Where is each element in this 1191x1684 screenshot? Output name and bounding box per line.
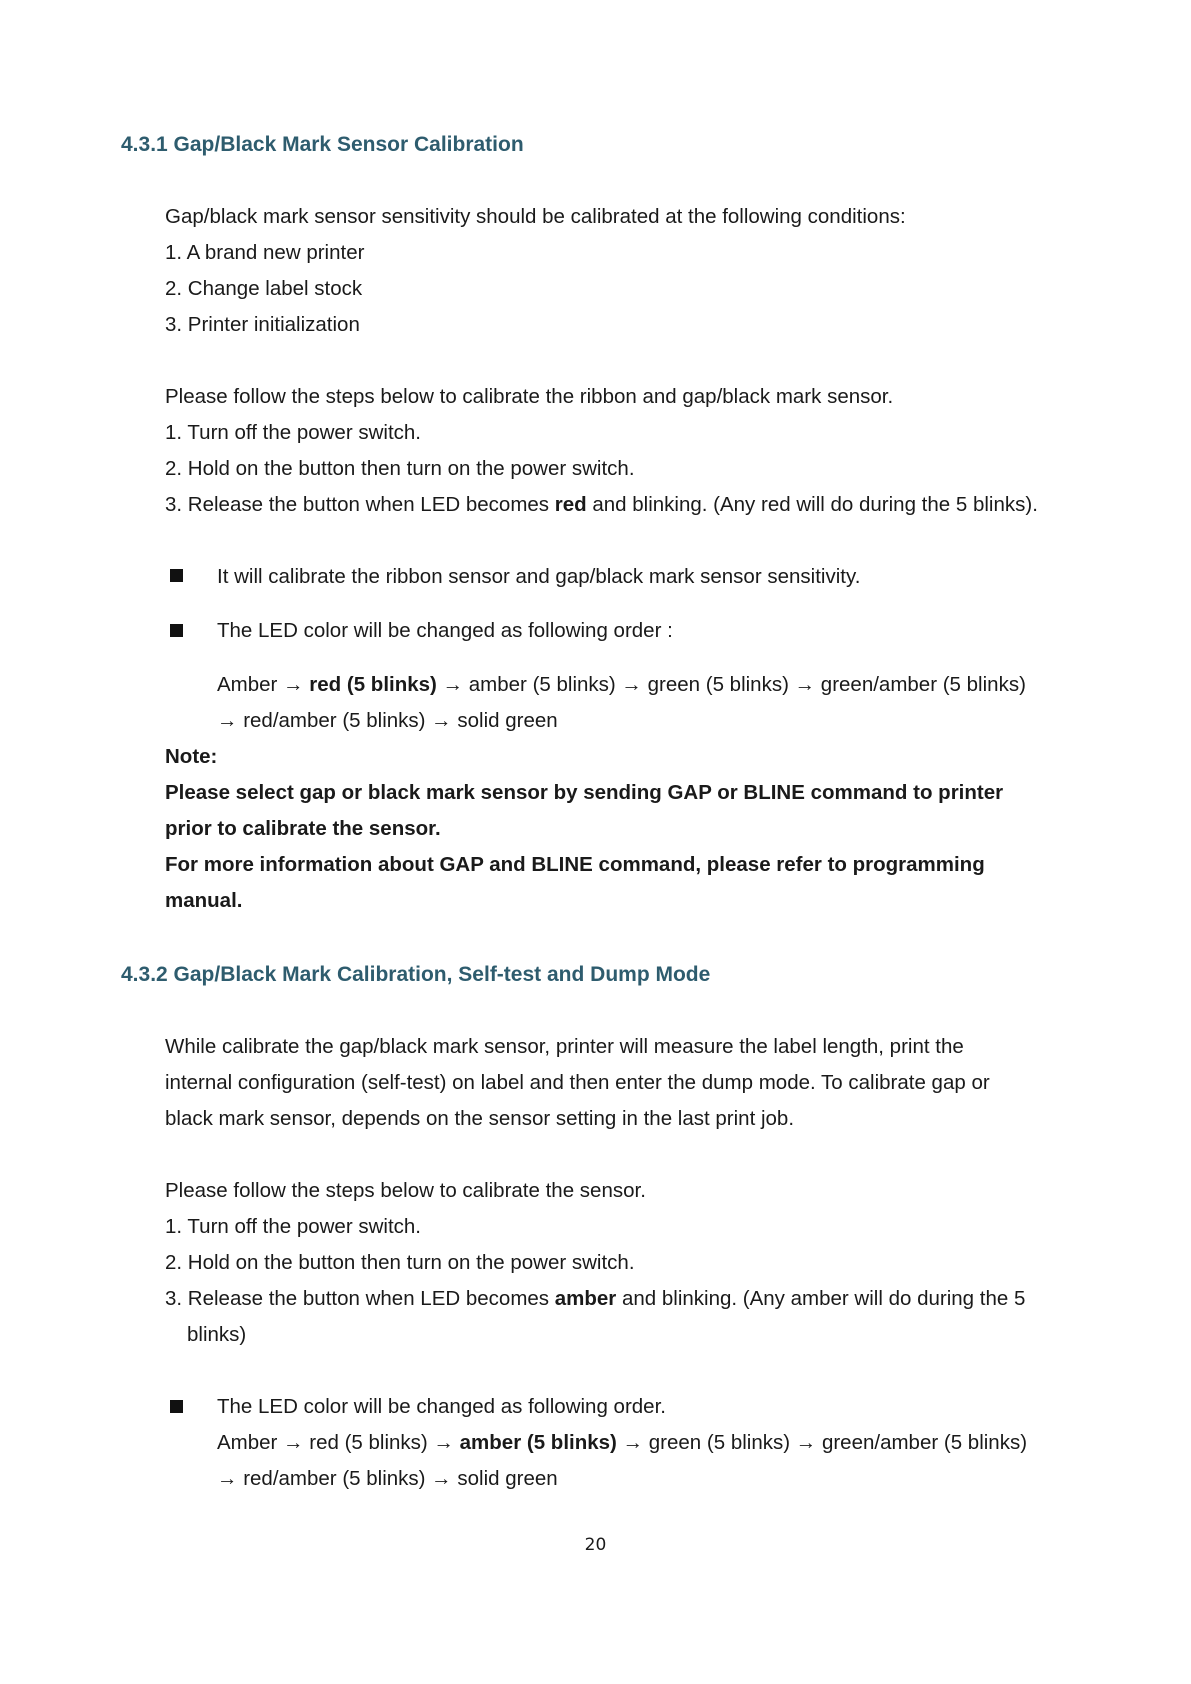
note-label: Note:: [165, 745, 218, 768]
section1-bullet-1: It will calibrate the ribbon sensor and gap/black mark sensor sensitivity.: [217, 565, 861, 588]
page-number: 20: [584, 1535, 607, 1555]
led-order-rest: → green (5 blinks) → green/amber (5 blinks): [616, 1431, 1028, 1454]
note-line: manual.: [165, 889, 243, 912]
note-line: prior to calibrate the sensor.: [165, 817, 441, 840]
led-order-line-2: → red/amber (5 blinks) → solid green: [217, 709, 558, 732]
bullet-square-icon: [170, 624, 183, 637]
step-3-text: 3. Release the button when LED becomes: [165, 493, 555, 516]
note-line: Please select gap or black mark sensor by sending GAP or BLINE command to printer: [165, 781, 1004, 804]
condition-item: 2. Change label stock: [165, 277, 363, 300]
led-order-line-1: [217, 1429, 1027, 1457]
section2-paragraph-line: While calibrate the gap/black mark sensor, printer will measure the label length, print the: [165, 1035, 964, 1058]
led-order-highlight: red (5 blinks): [309, 673, 437, 696]
led-order-start: Amber →: [217, 673, 310, 696]
section2-bullet-1: The LED color will be changed as following order.: [217, 1395, 666, 1418]
bullet-square-icon: [170, 569, 183, 582]
step-3-text-end: and blinking. (Any red will do during the 5 blinks).: [586, 493, 1038, 516]
section-heading-4-3-2: 4.3.2 Gap/Black Mark Calibration, Self-test and Dump Mode: [121, 963, 711, 986]
section2-step-1: 1. Turn off the power switch.: [165, 1215, 421, 1238]
led-order-rest: → amber (5 blinks) → green (5 blinks) → green/amber (5 blinks): [436, 673, 1026, 696]
condition-item: 1. A brand new printer: [165, 241, 365, 264]
led-color-amber: amber: [554, 1287, 617, 1310]
section1-steps-intro: Please follow the steps below to calibrate the ribbon and gap/black mark sensor.: [165, 385, 894, 408]
section2-steps-intro: Please follow the steps below to calibrate the sensor.: [165, 1179, 646, 1202]
section1-intro: Gap/black mark sensor sensitivity should be calibrated at the following conditions:: [165, 205, 906, 228]
led-order-start: Amber → red (5 blinks) →: [217, 1431, 460, 1454]
section1-step-3: [165, 491, 1038, 519]
bullet-square-icon: [170, 1400, 183, 1413]
section2-step-2: 2. Hold on the button then turn on the power switch.: [165, 1251, 635, 1274]
section1-bullet-2: The LED color will be changed as following order :: [217, 619, 673, 642]
led-order-line-2: → red/amber (5 blinks) → solid green: [217, 1467, 558, 1490]
section2-paragraph-line: internal configuration (self-test) on label and then enter the dump mode. To calibrate gap or: [165, 1071, 990, 1094]
section2-step-3: [165, 1285, 1025, 1313]
step-3-text: 3. Release the button when LED becomes: [165, 1287, 555, 1310]
section1-step-1: 1. Turn off the power switch.: [165, 421, 421, 444]
led-order-line-1: [217, 671, 1026, 699]
led-order-highlight: amber (5 blinks): [459, 1431, 617, 1454]
section2-step-3-continued: blinks): [187, 1323, 247, 1346]
step-3-text-end: and blinking. (Any amber will do during the 5: [616, 1287, 1026, 1310]
section2-paragraph-line: black mark sensor, depends on the sensor setting in the last print job.: [165, 1107, 795, 1130]
condition-item: 3. Printer initialization: [165, 313, 360, 336]
led-color-red: red: [554, 493, 587, 516]
note-line: For more information about GAP and BLINE command, please refer to programming: [165, 853, 985, 876]
section1-step-2: 2. Hold on the button then turn on the power switch.: [165, 457, 635, 480]
section-heading-4-3-1: 4.3.1 Gap/Black Mark Sensor Calibration: [121, 133, 524, 156]
